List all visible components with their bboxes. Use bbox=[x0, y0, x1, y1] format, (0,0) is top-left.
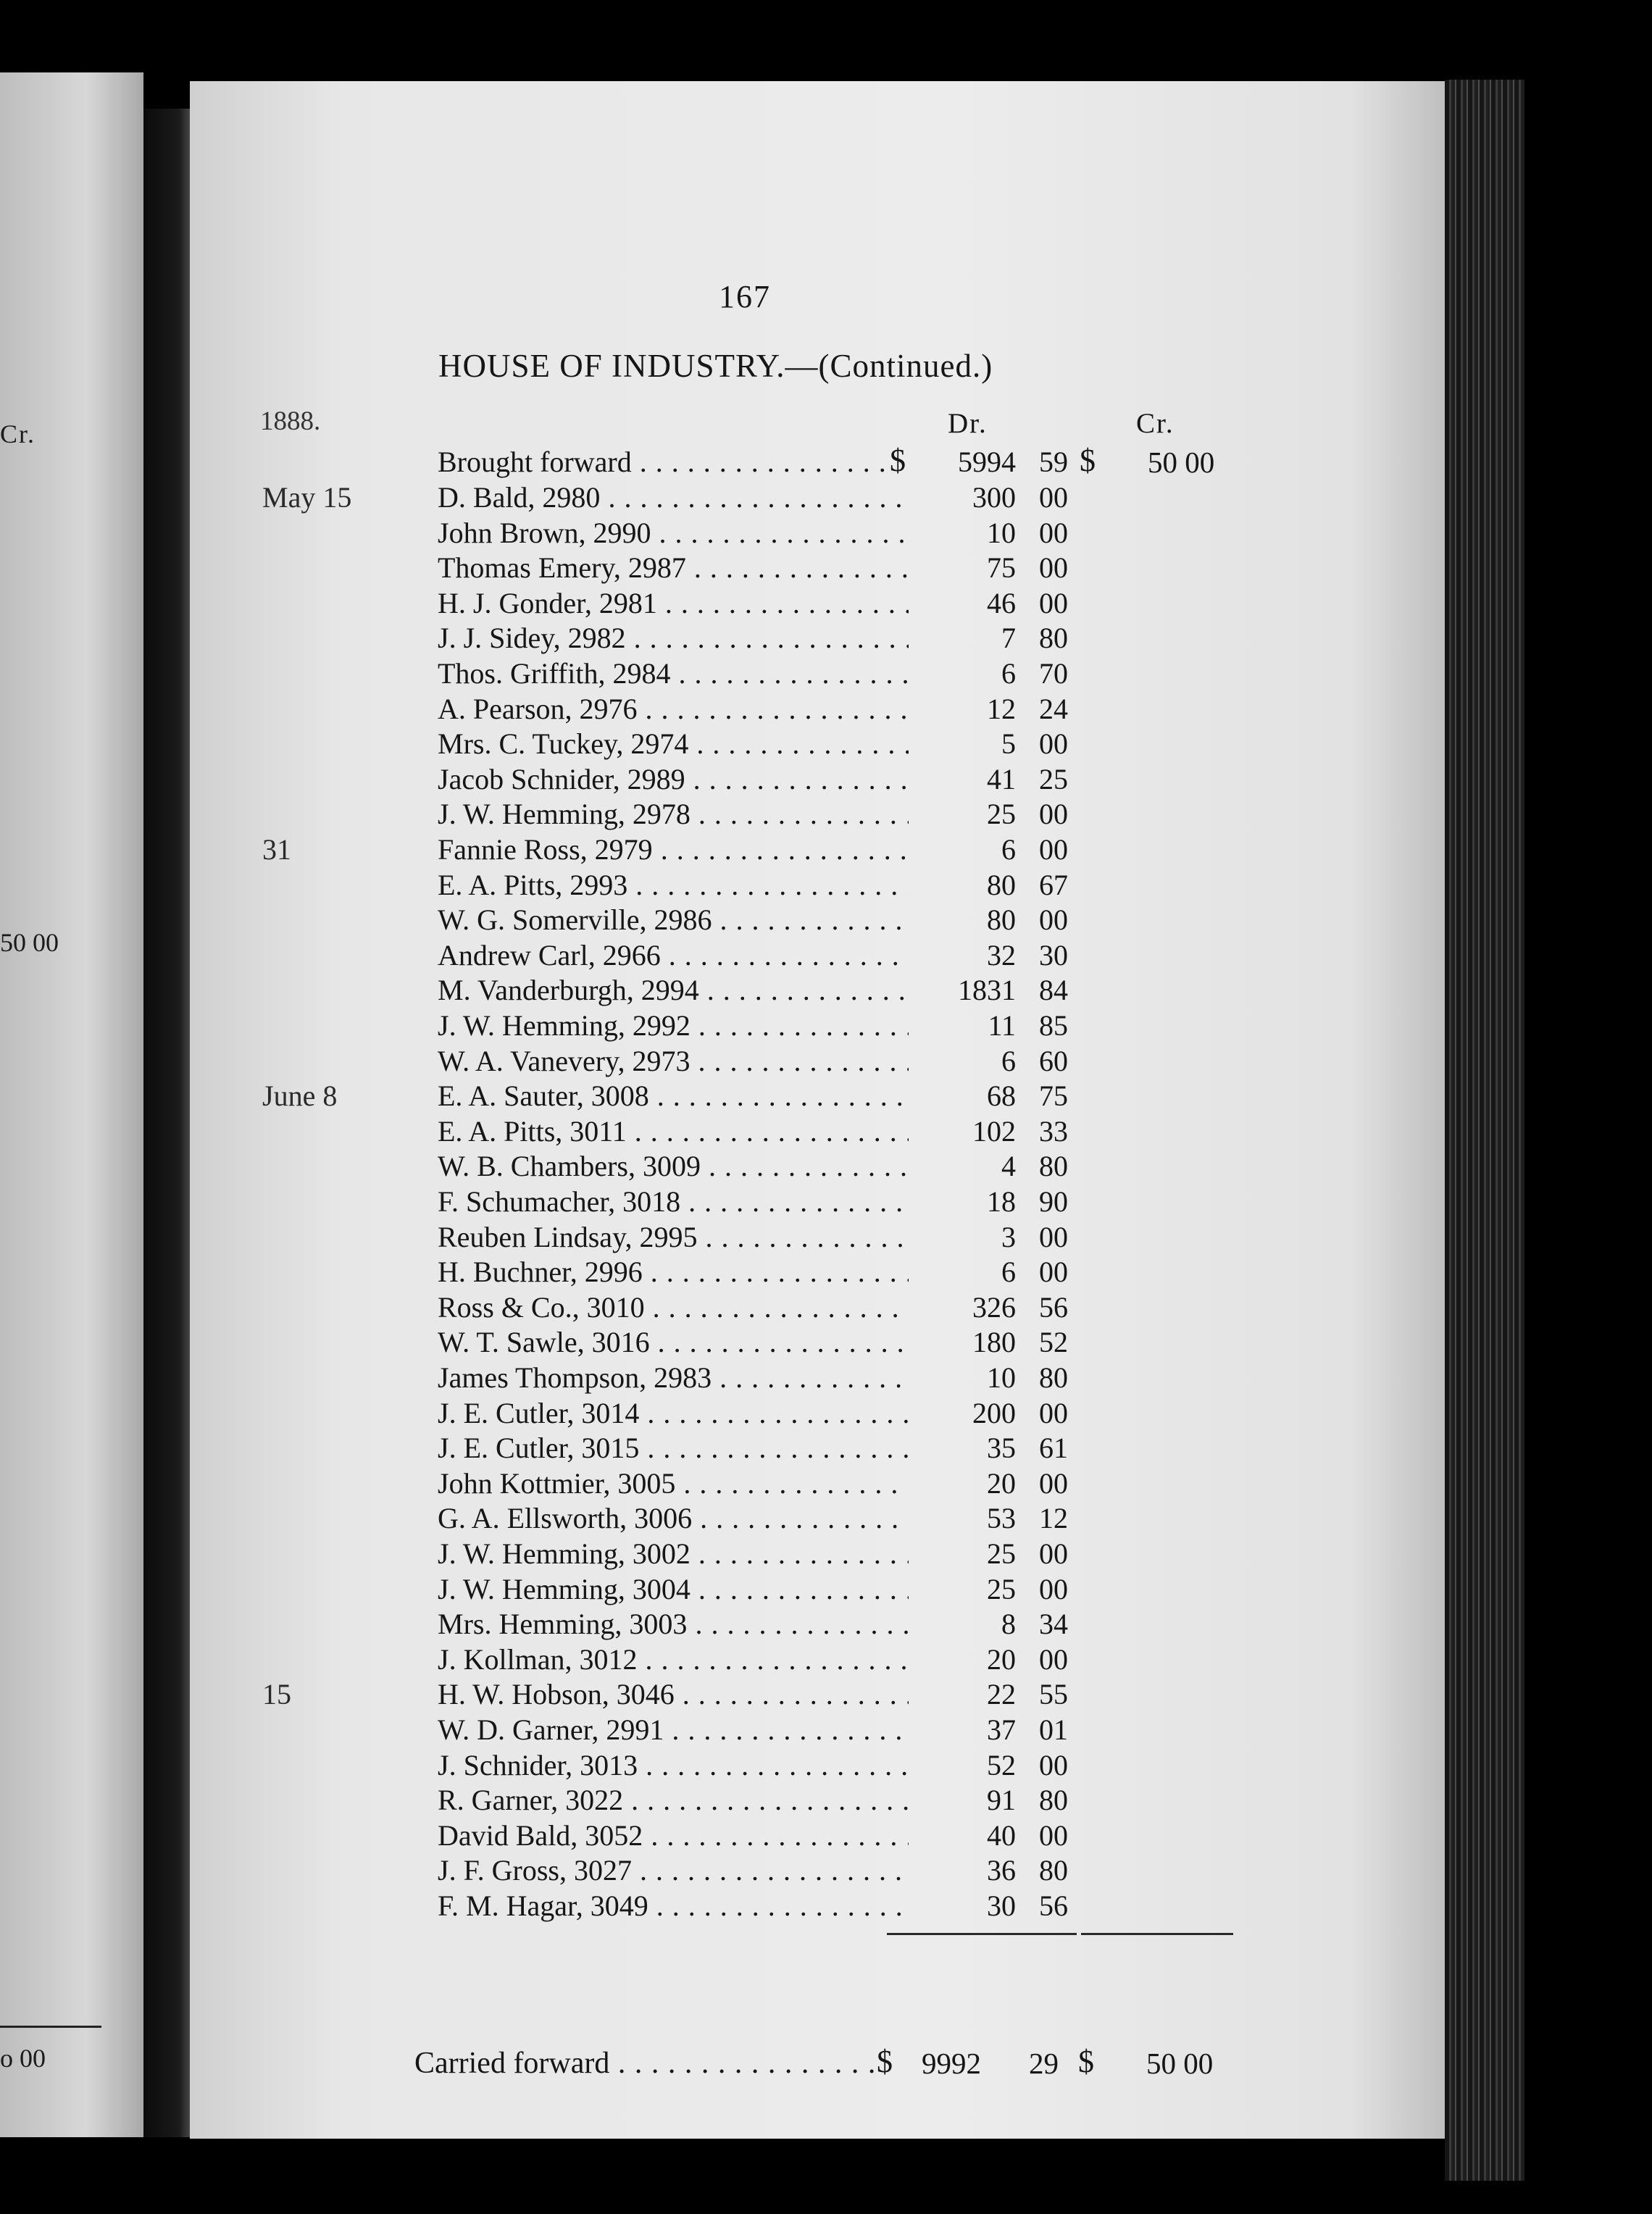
entry-dollars: 7 bbox=[1001, 622, 1016, 655]
entry-name: James Thompson, 2983 . . . bbox=[438, 1361, 909, 1395]
ledger-row bbox=[190, 1396, 1451, 1431]
entry-dollars: 4 bbox=[1001, 1150, 1016, 1183]
entry-dollars: 46 bbox=[987, 586, 1016, 619]
entry-cents: 80 bbox=[1039, 1784, 1068, 1817]
left-page-total-rule bbox=[0, 2026, 101, 2028]
ledger-row bbox=[190, 1783, 1451, 1818]
entry-cents: 00 bbox=[1039, 833, 1068, 866]
entry-dollars: 20 bbox=[987, 1642, 1016, 1676]
ledger-row bbox=[190, 1713, 1451, 1747]
entry-cents: 60 bbox=[1039, 1044, 1068, 1077]
entry-dollars: 200 bbox=[972, 1396, 1016, 1429]
entry-name: J. Kollman, 3012 . . . bbox=[438, 1642, 909, 1677]
entry-dollars: 22 bbox=[987, 1678, 1016, 1711]
entry-dollars: 102 bbox=[972, 1114, 1016, 1148]
entry-cents: 33 bbox=[1039, 1114, 1068, 1148]
entry-cents: 24 bbox=[1039, 692, 1068, 725]
carried-forward-row bbox=[414, 2043, 1443, 2084]
carried-forward-dr-cents: 29 bbox=[1029, 2047, 1059, 2080]
entry-dollars: 8 bbox=[1001, 1608, 1016, 1641]
entry-date: 15 bbox=[262, 1678, 291, 1711]
entry-dollars: 30 bbox=[987, 1889, 1016, 1922]
entry-name: W. T. Sawle, 3016 . . . bbox=[438, 1325, 909, 1360]
page-heading: HOUSE OF INDUSTRY.—(Continued.) bbox=[438, 348, 993, 384]
entry-dollars: 3 bbox=[1001, 1220, 1016, 1253]
entry-name: J. J. Sidey, 2982 . . . bbox=[438, 621, 909, 656]
entry-name: David Bald, 3052 . . . bbox=[438, 1818, 909, 1853]
entry-dollars: 10 bbox=[987, 516, 1016, 549]
ledger-row bbox=[190, 1537, 1451, 1571]
entry-cents: 00 bbox=[1039, 516, 1068, 549]
entry-dollars: 6 bbox=[1001, 833, 1016, 866]
ledger-row bbox=[190, 1748, 1451, 1783]
entry-cents: 00 bbox=[1039, 798, 1068, 831]
entry-cents: 00 bbox=[1039, 586, 1068, 619]
entry-dollars: 32 bbox=[987, 938, 1016, 972]
year-label: 1888. bbox=[260, 406, 321, 436]
entry-dollars: 12 bbox=[987, 692, 1016, 725]
entry-dollars: 5 bbox=[1001, 727, 1016, 761]
ledger-row bbox=[190, 797, 1451, 832]
entry-dollars: 300 bbox=[972, 481, 1016, 514]
entry-dollars: 80 bbox=[987, 868, 1016, 901]
credit-column-header: Cr. bbox=[1136, 408, 1175, 439]
entry-dollars: 6 bbox=[1001, 657, 1016, 690]
entry-name: M. Vanderburgh, 2994 . . . bbox=[438, 973, 909, 1008]
entry-dollars: 18 bbox=[987, 1185, 1016, 1218]
entry-name: J. W. Hemming, 2992 . . . bbox=[438, 1008, 909, 1043]
entry-dollars: 10 bbox=[987, 1361, 1016, 1394]
left-page-total-amount: o 00 bbox=[0, 2044, 46, 2073]
entry-cents: 80 bbox=[1039, 1361, 1068, 1394]
ledger-row bbox=[190, 1290, 1451, 1325]
ledger-row bbox=[190, 480, 1451, 515]
entry-cents: 00 bbox=[1039, 1220, 1068, 1253]
entry-name: J. F. Gross, 3027 . . . bbox=[438, 1853, 909, 1888]
carried-forward-dr-dollars: 9992 bbox=[922, 2047, 981, 2080]
entry-name: Reuben Lindsay, 2995 . . . bbox=[438, 1220, 909, 1255]
entry-cents: 00 bbox=[1039, 903, 1068, 937]
entry-cents: 56 bbox=[1039, 1889, 1068, 1922]
brought-forward-cr-amount: 50 00 bbox=[1148, 446, 1215, 479]
ledger-row bbox=[190, 1361, 1451, 1395]
debit-column-header: Dr. bbox=[948, 408, 988, 439]
entry-dollars: 25 bbox=[987, 1572, 1016, 1605]
entry-name: F. Schumacher, 3018 . . . bbox=[438, 1185, 909, 1219]
entry-cents: 00 bbox=[1039, 1537, 1068, 1570]
entry-cents: 00 bbox=[1039, 727, 1068, 761]
entry-cents: 56 bbox=[1039, 1290, 1068, 1324]
credit-dollar-sign: $ bbox=[1080, 443, 1096, 478]
entry-cents: 55 bbox=[1039, 1678, 1068, 1711]
entry-dollars: 40 bbox=[987, 1818, 1016, 1852]
entry-name: J. W. Hemming, 3004 . . . bbox=[438, 1572, 909, 1607]
ledger-row bbox=[190, 1677, 1451, 1712]
ledger-row bbox=[190, 1149, 1451, 1184]
entry-cents: 00 bbox=[1039, 1642, 1068, 1676]
entry-cents: 25 bbox=[1039, 762, 1068, 795]
entry-name: F. M. Hagar, 3049 . . . bbox=[438, 1889, 909, 1923]
ledger-row bbox=[190, 551, 1451, 585]
ledger-row bbox=[190, 516, 1451, 551]
entry-dollars: 41 bbox=[987, 762, 1016, 795]
entry-dollars: 6 bbox=[1001, 1044, 1016, 1077]
entry-dollars: 37 bbox=[987, 1713, 1016, 1746]
ledger-row bbox=[190, 1501, 1451, 1536]
entry-name: W. B. Chambers, 3009 . . . bbox=[438, 1149, 909, 1184]
entry-dollars: 326 bbox=[972, 1290, 1016, 1324]
entry-cents: 90 bbox=[1039, 1185, 1068, 1218]
entry-name: E. A. Pitts, 2993 . . . bbox=[438, 868, 909, 903]
left-page-cr-label: Cr. bbox=[0, 419, 36, 448]
entry-dollars: 25 bbox=[987, 1537, 1016, 1570]
entry-name: R. Garner, 3022 . . . bbox=[438, 1783, 909, 1818]
ledger-row bbox=[190, 1220, 1451, 1255]
ledger-row bbox=[190, 1572, 1451, 1607]
left-page-edge bbox=[0, 72, 143, 2137]
entry-name: Thomas Emery, 2987 . . . bbox=[438, 551, 909, 585]
entry-cents: 00 bbox=[1039, 1818, 1068, 1852]
entry-name: H. Buchner, 2996 . . . bbox=[438, 1255, 909, 1290]
entry-cents: 84 bbox=[1039, 974, 1068, 1007]
entry-cents: 80 bbox=[1039, 622, 1068, 655]
entry-cents: 00 bbox=[1039, 1572, 1068, 1605]
book-page-edges bbox=[1445, 80, 1524, 2181]
debit-dollar-sign: $ bbox=[890, 443, 906, 478]
entry-date: June 8 bbox=[262, 1079, 338, 1113]
ledger-row bbox=[190, 762, 1451, 797]
entry-dollars: 180 bbox=[972, 1326, 1016, 1359]
entry-cents: 00 bbox=[1039, 551, 1068, 585]
brought-forward-dr-cents: 59 bbox=[1039, 446, 1068, 478]
ledger-row bbox=[190, 1185, 1451, 1219]
ledger-row bbox=[190, 1114, 1451, 1149]
entry-dollars: 25 bbox=[987, 798, 1016, 831]
ledger-row bbox=[190, 1044, 1451, 1079]
entry-cents: 00 bbox=[1039, 1396, 1068, 1429]
entry-name: Mrs. Hemming, 3003 . . . bbox=[438, 1607, 909, 1642]
entry-name: Andrew Carl, 2966 . . . bbox=[438, 938, 909, 973]
entry-name: J. W. Hemming, 2978 . . . bbox=[438, 797, 909, 832]
credit-total-rule bbox=[1081, 1933, 1233, 1935]
ledger-row bbox=[190, 973, 1451, 1008]
page-number: 167 bbox=[719, 279, 771, 314]
ledger-row bbox=[190, 1325, 1451, 1360]
entry-name: J. E. Cutler, 3014 . . . bbox=[438, 1396, 909, 1431]
ledger-page bbox=[190, 81, 1451, 2139]
entry-cents: 34 bbox=[1039, 1608, 1068, 1641]
entry-dollars: 20 bbox=[987, 1466, 1016, 1500]
entry-name: W. D. Garner, 2991 . . . bbox=[438, 1713, 909, 1747]
entry-dollars: 6 bbox=[1001, 1256, 1016, 1289]
ledger-row bbox=[190, 1889, 1451, 1923]
entry-cents: 75 bbox=[1039, 1079, 1068, 1113]
entry-dollars: 75 bbox=[987, 551, 1016, 585]
entry-dollars: 1831 bbox=[958, 974, 1016, 1007]
entry-dollars: 52 bbox=[987, 1748, 1016, 1781]
ledger-row bbox=[190, 1642, 1451, 1677]
entry-dollars: 91 bbox=[987, 1784, 1016, 1817]
entry-dollars: 53 bbox=[987, 1502, 1016, 1535]
entry-dollars: 80 bbox=[987, 903, 1016, 937]
ledger-row bbox=[190, 1466, 1451, 1501]
ledger-row bbox=[190, 1607, 1451, 1642]
ledger-row bbox=[190, 621, 1451, 656]
book-gutter bbox=[143, 109, 194, 2137]
entry-name: J. E. Cutler, 3015 . . . bbox=[438, 1431, 909, 1466]
entry-name: G. A. Ellsworth, 3006 . . . bbox=[438, 1501, 909, 1536]
ledger-row bbox=[190, 1079, 1451, 1114]
entry-cents: 80 bbox=[1039, 1150, 1068, 1183]
entry-cents: 01 bbox=[1039, 1713, 1068, 1746]
ledger-row bbox=[190, 1853, 1451, 1888]
entry-name: H. W. Hobson, 3046 . . . bbox=[438, 1677, 909, 1712]
entry-name: John Brown, 2990 . . . bbox=[438, 516, 909, 551]
ledger-row bbox=[190, 1008, 1451, 1043]
ledger-row bbox=[190, 1818, 1451, 1853]
ledger-row bbox=[190, 586, 1451, 621]
entry-name: E. A. Pitts, 3011 . . . bbox=[438, 1114, 909, 1149]
ledger-row bbox=[190, 727, 1451, 761]
entry-cents: 00 bbox=[1039, 1748, 1068, 1781]
entry-dollars: 35 bbox=[987, 1432, 1016, 1465]
brought-forward-dr-dollars: 5994 bbox=[958, 446, 1016, 478]
carried-forward-label: Carried forward . . . bbox=[414, 2043, 875, 2084]
entry-cents: 80 bbox=[1039, 1854, 1068, 1887]
entry-name: D. Bald, 2980 . . . bbox=[438, 480, 909, 515]
entry-name: Jacob Schnider, 2989 . . . bbox=[438, 762, 909, 797]
entry-dollars: 11 bbox=[988, 1009, 1016, 1042]
brought-forward-row bbox=[190, 445, 1451, 480]
entry-cents: 67 bbox=[1039, 868, 1068, 901]
ledger-row bbox=[190, 692, 1451, 727]
entry-name: W. A. Vanevery, 2973 . . . bbox=[438, 1044, 909, 1079]
entry-name: J. W. Hemming, 3002 . . . bbox=[438, 1537, 909, 1571]
entry-cents: 70 bbox=[1039, 657, 1068, 690]
entry-dollars: 36 bbox=[987, 1854, 1016, 1887]
debit-total-rule bbox=[887, 1933, 1077, 1935]
entry-name: Mrs. C. Tuckey, 2974 . . . bbox=[438, 727, 909, 761]
entry-cents: 00 bbox=[1039, 481, 1068, 514]
entry-date: 31 bbox=[262, 833, 291, 866]
entry-date: May 15 bbox=[262, 481, 352, 514]
ledger-row bbox=[190, 903, 1451, 937]
ledger-row bbox=[190, 1431, 1451, 1466]
entry-cents: 30 bbox=[1039, 938, 1068, 972]
entry-cents: 00 bbox=[1039, 1256, 1068, 1289]
ledger-row bbox=[190, 656, 1451, 691]
ledger-row bbox=[190, 1255, 1451, 1290]
entry-name: Fannie Ross, 2979 . . . bbox=[438, 832, 909, 867]
entry-name: Thos. Griffith, 2984 . . . bbox=[438, 656, 909, 691]
entry-name: E. A. Sauter, 3008 . . . bbox=[438, 1079, 909, 1114]
entry-name: H. J. Gonder, 2981 . . . bbox=[438, 586, 909, 621]
entry-name: A. Pearson, 2976 . . . bbox=[438, 692, 909, 727]
ledger-row bbox=[190, 938, 1451, 973]
entry-name: J. Schnider, 3013 . . . bbox=[438, 1748, 909, 1783]
ledger-row bbox=[190, 868, 1451, 903]
ledger-row bbox=[190, 832, 1451, 867]
entry-name: W. G. Somerville, 2986 . . . bbox=[438, 903, 909, 937]
entry-cents: 12 bbox=[1039, 1502, 1068, 1535]
entry-dollars: 68 bbox=[987, 1079, 1016, 1113]
entry-name: John Kottmier, 3005 . . . bbox=[438, 1466, 909, 1501]
entry-name: Ross & Co., 3010 . . . bbox=[438, 1290, 909, 1325]
carried-debit-dollar-sign: $ bbox=[877, 2044, 893, 2079]
entry-cents: 00 bbox=[1039, 1466, 1068, 1500]
left-page-amount: 50 00 bbox=[0, 928, 59, 957]
brought-forward-label: Brought forward . . . bbox=[438, 445, 887, 480]
entry-cents: 52 bbox=[1039, 1326, 1068, 1359]
carried-forward-cr-amount: 50 00 bbox=[1146, 2047, 1214, 2080]
entry-cents: 61 bbox=[1039, 1432, 1068, 1465]
entry-cents: 85 bbox=[1039, 1009, 1068, 1042]
carried-credit-dollar-sign: $ bbox=[1078, 2044, 1094, 2079]
